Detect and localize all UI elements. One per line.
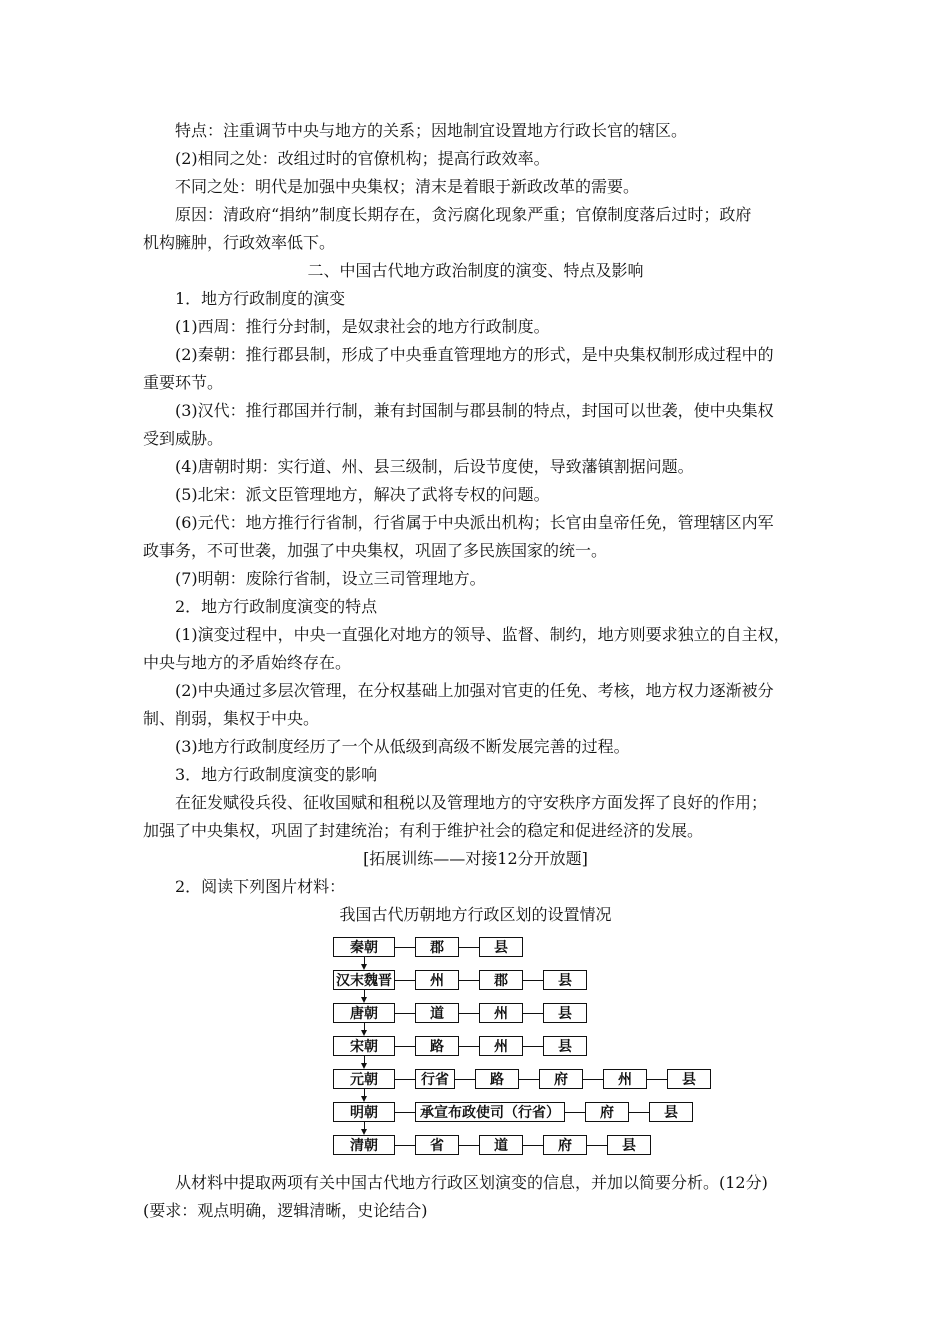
subsection-heading: 1．地方行政制度的演变 — [175, 289, 346, 308]
division-box: 州 — [479, 1003, 523, 1023]
admin-division-diagram — [143, 929, 808, 1169]
division-box: 县 — [607, 1135, 651, 1155]
connector-line — [523, 980, 543, 981]
connector-line — [395, 1046, 415, 1047]
connector-line — [523, 1145, 543, 1146]
arrow-line — [364, 957, 365, 964]
division-box: 县 — [543, 1036, 587, 1056]
division-box: 州 — [603, 1069, 647, 1089]
connector-line — [395, 1013, 415, 1014]
connector-line — [629, 1112, 649, 1113]
paragraph: (5)北宋：派文臣管理地方，解决了武将专权的问题。 — [175, 485, 550, 504]
division-box: 路 — [475, 1069, 519, 1089]
paragraph: (2)中央通过多层次管理，在分权基础上加强对官吏的任免、考核，地方权力逐渐被分 — [175, 681, 774, 700]
division-box: 县 — [667, 1069, 711, 1089]
section-heading: 二、中国古代地方政治制度的演变、特点及影响 — [307, 261, 644, 280]
connector-line — [523, 1013, 543, 1014]
paragraph: 受到威胁。 — [143, 429, 224, 448]
connector-line — [583, 1079, 603, 1080]
paragraph: (3)地方行政制度经历了一个从低级到高级不断发展完善的过程。 — [175, 737, 630, 756]
paragraph: 中央与地方的矛盾始终存在。 — [143, 653, 352, 672]
diagram-title: 我国古代历朝地方行政区划的设置情况 — [339, 905, 612, 924]
connector-line — [565, 1112, 585, 1113]
arrow-line — [364, 990, 365, 997]
arrow-line — [364, 1056, 365, 1063]
connector-line — [395, 1112, 415, 1113]
division-box: 府 — [539, 1069, 583, 1089]
paragraph: 重要环节。 — [143, 373, 224, 392]
connector-line — [395, 980, 415, 981]
division-box: 州 — [479, 1036, 523, 1056]
subsection-heading: 2．地方行政制度演变的特点 — [175, 597, 378, 616]
paragraph: (2)秦朝：推行郡县制，形成了中央垂直管理地方的形式，是中央集权制形成过程中的 — [175, 345, 774, 364]
division-box: 承宣布政使司（行省） — [415, 1102, 565, 1122]
dynasty-box: 汉末魏晋 — [333, 970, 395, 990]
division-box: 行省 — [415, 1069, 455, 1089]
document-page — [143, 117, 808, 1225]
connector-line — [459, 980, 479, 981]
extension-heading: [拓展训练——对接12分开放题] — [363, 849, 588, 868]
division-box: 县 — [543, 1003, 587, 1023]
connector-line — [459, 1013, 479, 1014]
paragraph: (3)汉代：推行郡国并行制，兼有封国制与郡县制的特点，封国可以世袭，使中央集权 — [175, 401, 774, 420]
dynasty-box: 清朝 — [333, 1135, 395, 1155]
paragraph: (4)唐朝时期：实行道、州、县三级制，后设节度使，导致藩镇割据问题。 — [175, 457, 694, 476]
paragraph: (7)明朝：废除行省制，设立三司管理地方。 — [175, 569, 486, 588]
connector-line — [395, 1145, 415, 1146]
paragraph: 特点：注重调节中央与地方的关系；因地制宜设置地方行政长官的辖区。 — [175, 121, 688, 140]
connector-line — [395, 1079, 415, 1080]
paragraph: (1)西周：推行分封制，是奴隶社会的地方行政制度。 — [175, 317, 550, 336]
paragraph: 政事务，不可世袭，加强了中央集权，巩固了多民族国家的统一。 — [143, 541, 608, 560]
paragraph: 机构臃肿，行政效率低下。 — [143, 233, 336, 252]
subsection-heading: 3．地方行政制度演变的影响 — [175, 765, 378, 784]
division-box: 州 — [415, 970, 459, 990]
division-box: 省 — [415, 1135, 459, 1155]
dynasty-box: 明朝 — [333, 1102, 395, 1122]
paragraph: 不同之处：明代是加强中央集权；清末是着眼于新政改革的需要。 — [175, 177, 640, 196]
dynasty-box: 元朝 — [333, 1069, 395, 1089]
paragraph: (6)元代：地方推行行省制，行省属于中央派出机构；长官由皇帝任免，管理辖区内军 — [175, 513, 774, 532]
connector-line — [459, 1145, 479, 1146]
connector-line — [519, 1079, 539, 1080]
paragraph: 制、削弱，集权于中央。 — [143, 709, 320, 728]
arrow-line — [364, 1089, 365, 1096]
division-box: 郡 — [479, 970, 523, 990]
division-box: 县 — [543, 970, 587, 990]
paragraph: (2)相同之处：改组过时的官僚机构；提高行政效率。 — [175, 149, 550, 168]
question-requirement: (要求：观点明确，逻辑清晰，史论结合) — [143, 1201, 428, 1220]
division-box: 县 — [479, 937, 523, 957]
dynasty-box: 秦朝 — [333, 937, 395, 957]
question-number: 2．阅读下列图片材料： — [175, 877, 346, 896]
question-text: 从材料中提取两项有关中国古代地方行政区划演变的信息，并加以简要分析。(12分) — [175, 1173, 768, 1192]
paragraph: 原因：清政府“捐纳”制度长期存在，贪污腐化现象严重；官僚制度落后过时；政府 — [175, 205, 752, 224]
division-box: 府 — [543, 1135, 587, 1155]
dynasty-box: 唐朝 — [333, 1003, 395, 1023]
dynasty-box: 宋朝 — [333, 1036, 395, 1056]
connector-line — [587, 1145, 607, 1146]
division-box: 路 — [415, 1036, 459, 1056]
connector-line — [647, 1079, 667, 1080]
arrow-line — [364, 1122, 365, 1129]
arrow-line — [364, 1023, 365, 1030]
paragraph: 加强了中央集权，巩固了封建统治；有利于维护社会的稳定和促进经济的发展。 — [143, 821, 704, 840]
paragraph: (1)演变过程中，中央一直强化对地方的领导、监督、制约，地方则要求独立的自主权， — [175, 625, 790, 644]
division-box: 县 — [649, 1102, 693, 1122]
connector-line — [455, 1079, 475, 1080]
division-box: 道 — [415, 1003, 459, 1023]
division-box: 郡 — [415, 937, 459, 957]
connector-line — [395, 947, 415, 948]
connector-line — [523, 1046, 543, 1047]
connector-line — [459, 947, 479, 948]
division-box: 道 — [479, 1135, 523, 1155]
division-box: 府 — [585, 1102, 629, 1122]
connector-line — [459, 1046, 479, 1047]
paragraph: 在征发赋役兵役、征收国赋和租税以及管理地方的守安秩序方面发挥了良好的作用； — [175, 793, 768, 812]
